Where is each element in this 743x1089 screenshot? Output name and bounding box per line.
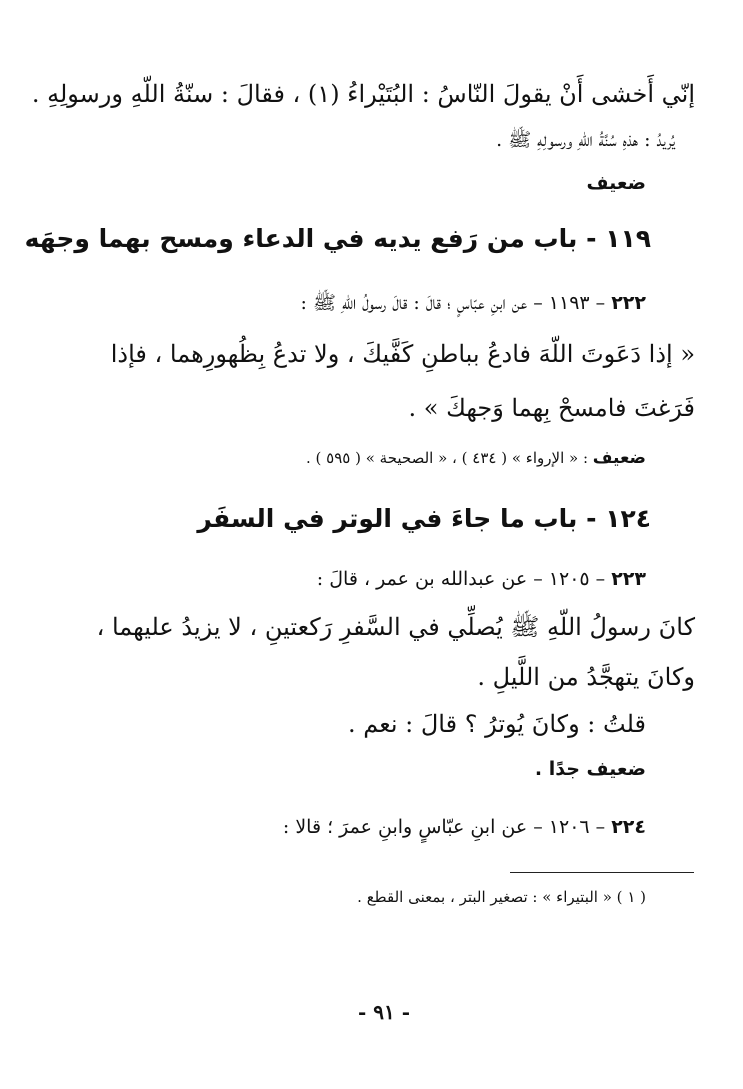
chapter-heading: ١١٩ - باب من رَفع يديه في الدعاء ومسح بهما وجهَه (24, 224, 651, 253)
hadith-number: ٢٢٣ (611, 568, 646, 590)
hadith-text-line: قلتُ : وكانَ يُوترُ ؟ قالَ : نعم . (348, 710, 646, 738)
hadith-text-line: إنّي أَخشى أَنْ يقولَ النّاسُ : البُتَيْراءُ (١) ، فقالَ : سنّةُ اللّهِ ورسولِهِ . (31, 80, 695, 108)
grade-reference: : « الإرواء » ( ٤٣٤ ) ، « الصحيحة » ( ٥٩٥ ) . (306, 449, 588, 467)
hadith-number: ٢٢٢ (611, 292, 646, 314)
hadith-chain: – ١١٩٣ – عن ابنِ عبّاسٍ ؛ قالَ : قالَ رسولُ اللّهِ ﷺ : (300, 292, 606, 314)
grade-label: ضعيف (586, 172, 646, 194)
hadith-intro (317, 568, 646, 590)
hadith-text-line: كانَ رسولُ اللّهِ ﷺ يُصلِّي في السَّفرِ رَكعتينِ ، لا يزيدُ عليهما ، (96, 613, 695, 641)
footnote: ( ١ ) « البتيراء » : تصغير البتر ، بمعنى القطع . (357, 888, 646, 906)
hadith-chain: – ١٢٠٥ – عن عبدالله بن عمر ، قالَ : (316, 568, 606, 590)
footnote-divider (510, 872, 694, 873)
hadith-chain: – ١٢٠٦ – عن ابنِ عبّاسٍ وابنِ عمرَ ؛ قالا : (282, 816, 606, 838)
page-number: - ٩١ - (358, 1000, 411, 1024)
chapter-heading: ١٢٤ - باب ما جاءَ في الوتر في السفَر (197, 504, 651, 533)
hadith-text-line: فَرَغتَ فامسحْ بِهما وَجهكَ » . (408, 394, 695, 422)
grade-label: ضعيف جدًا . (534, 758, 646, 780)
hadith-text-line: يُريدُ : هذهِ سُنَّةُ اللّهِ ورسولِهِ ﷺ . (496, 129, 675, 151)
hadith-text-line: « إذا دَعَوتَ اللّهَ فادعُ بباطنِ كَفَّيكَ ، ولا تدعُ بِظُهورِهما ، فإذا (110, 340, 695, 368)
hadith-text-line: وكانَ يتهجَّدُ من اللَّيلِ . (477, 663, 695, 691)
hadith-intro (301, 291, 646, 319)
grade-label: ضعيف (592, 448, 646, 468)
grade-line (306, 448, 646, 468)
hadith-number: ٢٢٤ (611, 816, 646, 838)
hadith-intro (283, 816, 646, 838)
